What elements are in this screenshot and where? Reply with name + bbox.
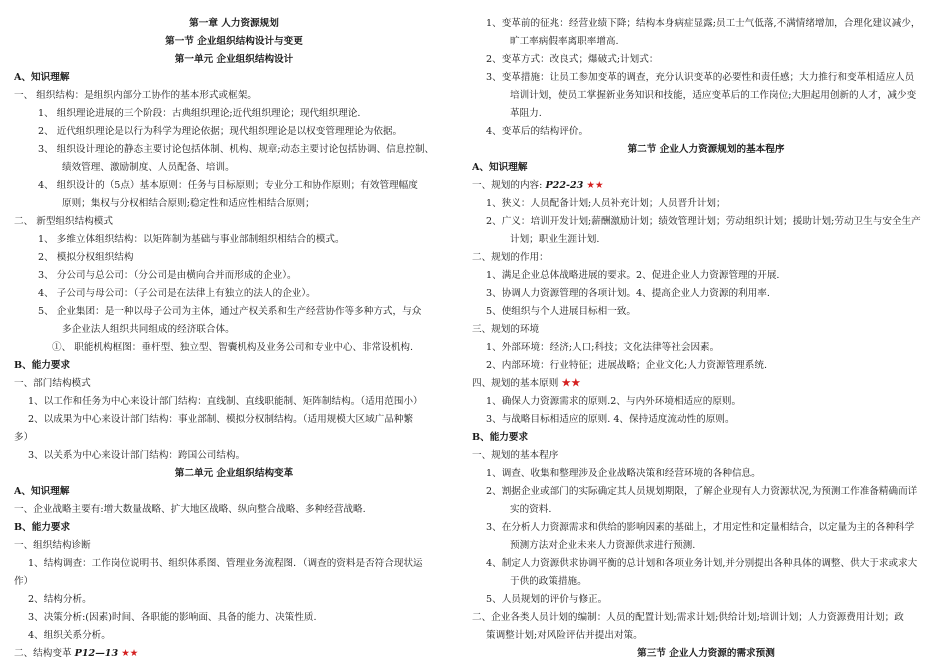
left_column-line	[14, 393, 454, 411]
importance-stars: ★★	[561, 378, 581, 389]
line-text: 一、规划的内容:	[472, 180, 543, 191]
line-text: 3、 组织设计理论的静态主要讨论包括体制、机构、规章;动态主要讨论包括协调、信息控制、	[38, 144, 435, 155]
left_column-line	[14, 33, 454, 51]
right_column-line	[472, 321, 940, 339]
left_column-line	[14, 177, 454, 195]
line-text: 1、以工作和任务为中心来设计部门结构：直线制、直线职能制、矩阵制结构。（适用范围小）	[28, 396, 423, 407]
left_column-line	[14, 159, 454, 177]
line-text: 培训计划，使员工掌握新业务知识和技能，适应变革后的工作岗位;大胆起用创新的人才，减少变	[510, 90, 917, 101]
right_column-line	[472, 393, 940, 411]
line-text: 作）	[14, 576, 34, 587]
left_column-line	[14, 123, 454, 141]
line-text: 2、结构分析。	[28, 594, 92, 605]
line-text: 二、企业各类人员计划的编制：人员的配置计划;需求计划;供给计划;培训计划；人力资源费用计划；政	[472, 612, 904, 623]
line-text: 旷工率病假率离职率增高.	[510, 36, 619, 47]
left-column	[14, 15, 454, 663]
line-text: 一、组织结构诊断	[14, 540, 91, 551]
line-text: 一、规划的基本程序	[472, 450, 559, 461]
line-text: 3、变革措施：让员工参加变革的调查，充分认识变革的必要性和责任感；大力推行和变革相适应人员	[486, 72, 915, 83]
line-text: 1、满足企业总体战略进展的要求。2、促进企业人力资源管理的开展.	[486, 270, 780, 281]
left_column-line	[14, 609, 454, 627]
left_column-line	[14, 141, 454, 159]
line-text: 3、决策分析:(因素)时间、各职能的影响面、具备的能力、决策性质.	[28, 612, 317, 623]
right_column-line	[472, 87, 940, 105]
left_column-line	[14, 15, 454, 33]
line-text: 实的资料.	[510, 504, 552, 515]
left_column-line	[14, 429, 454, 447]
line-text: B、能力要求	[14, 522, 71, 533]
line-text: 多）	[14, 432, 34, 443]
line-text: 5、使组织与个人进展目标相一致。	[486, 306, 637, 317]
line-text: 2、 近代组织理论是以行为科学为理论依据；现代组织理论是以权变管理理论为依据。	[38, 126, 403, 137]
right_column-line	[472, 303, 940, 321]
left_column-line	[14, 555, 454, 573]
line-text: A、知识理解	[14, 72, 70, 83]
line-text: 第三节 企业人力资源的需求预测	[637, 648, 775, 659]
right_column-line	[472, 591, 940, 609]
line-text: 革阻力.	[510, 108, 542, 119]
line-text: 3、以关系为中心来设计部门结构：跨国公司结构。	[28, 450, 246, 461]
left_column-line	[14, 339, 454, 357]
right_column-line	[472, 411, 940, 429]
left_column-line	[14, 51, 454, 69]
right_column-line	[472, 429, 940, 447]
right_column-line	[472, 33, 940, 51]
right_column-line	[472, 627, 940, 645]
right_column-line	[472, 573, 940, 591]
line-text: B、能力要求	[14, 360, 71, 371]
line-text: B、能力要求	[472, 432, 529, 443]
line-text: 1、结构调查：工作岗位说明书、组织体系图、管理业务流程图．（调查的资料是否符合现状运	[28, 558, 423, 569]
right-column	[472, 15, 940, 663]
line-text: 第一单元 企业组织结构设计	[174, 54, 294, 65]
left_column-line	[14, 591, 454, 609]
page-reference: P22-23	[545, 180, 584, 191]
left_column-line	[14, 105, 454, 123]
line-text: 4、 组织设计的（5点）基本原则：任务与目标原则；专业分工和协作原则；有效管理幅度	[38, 180, 418, 191]
line-text: 二、规划的作用：	[472, 252, 549, 263]
line-text: 2、内部环境：行业特征；进展战略；企业文化;人力资源管理系统.	[486, 360, 768, 371]
right_column-line	[472, 357, 940, 375]
right_column-line	[472, 339, 940, 357]
line-text: 4、 子公司与母公司：（子公司是在法律上有独立的法人的企业）。	[38, 288, 316, 299]
left_column-line	[14, 267, 454, 285]
line-text: 第一节 企业组织结构设计与变更	[165, 36, 303, 47]
line-text: 第二单元 企业组织结构变革	[174, 468, 294, 479]
line-text: 3、 分公司与总公司：（分公司是由横向合并而形成的企业）。	[38, 270, 297, 281]
line-text: 第二节 企业人力资源规划的基本程序	[627, 144, 785, 155]
importance-stars: ★★	[586, 180, 604, 191]
right_column-line	[472, 519, 940, 537]
line-text: 1、外部环境：经济;人口;科技；文化法律等社会因素。	[486, 342, 720, 353]
line-text: 二、 新型组织结构模式	[14, 216, 113, 227]
line-text: 2、以成果为中心来设计部门结构：事业部制、模拟分权制结构。（适用规模大区域广品种繁	[28, 414, 414, 425]
left_column-line	[14, 249, 454, 267]
right_column-line	[472, 51, 940, 69]
left_column-line	[14, 321, 454, 339]
line-text: 1、调查、收集和整理涉及企业战略决策和经营环境的各种信息。	[486, 468, 761, 479]
line-text: 一、 组织结构：是组织内部分工协作的基本形式或框架。	[14, 90, 257, 101]
right_column-line	[472, 105, 940, 123]
left_column-line	[14, 627, 454, 645]
right_column-line	[472, 177, 940, 195]
right_column-line	[472, 213, 940, 231]
right_column-line	[472, 159, 940, 177]
line-text: 2、割据企业或部门的实际确定其人员规划期限，了解企业现有人力资源状况,为预测工作准备精确而详	[486, 486, 918, 497]
left_column-line	[14, 357, 454, 375]
left_column-line	[14, 303, 454, 321]
line-text: 二、结构变革	[14, 648, 72, 659]
line-text: 于供的政策措施。	[510, 576, 587, 587]
right_column-line	[472, 285, 940, 303]
right_column-line	[472, 123, 940, 141]
left_column-line	[14, 195, 454, 213]
line-text: 四、规划的基本原则	[472, 378, 559, 389]
line-text: A、知识理解	[14, 486, 70, 497]
left_column-line	[14, 285, 454, 303]
line-text: 2、变革方式：改良式；爆破式;计划式：	[486, 54, 659, 65]
left_column-line	[14, 375, 454, 393]
line-text: 2、广义：培训开发计划;薪酬激励计划；绩效管理计划；劳动组织计划；援助计划;劳动卫生与安全生产	[486, 216, 921, 227]
line-text: 预测方法对企业未来人力资源供求进行预测.	[510, 540, 696, 551]
right_column-line	[472, 501, 940, 519]
line-text: 多企业法人组织共同组成的经济联合体。	[62, 324, 235, 335]
right_column-line	[472, 195, 940, 213]
line-text: 一、企业战略主要有:增大数量战略、扩大地区战略、纵向整合战略、多种经营战略.	[14, 504, 366, 515]
line-text: 3、与战略目标相适应的原则. 4、保持适度流动性的原则。	[486, 414, 735, 425]
left_column-line	[14, 69, 454, 87]
right_column-line	[472, 447, 940, 465]
line-text: 一、部门结构模式	[14, 378, 91, 389]
right_column-line	[472, 555, 940, 573]
line-text: 绩效管理、激励制度、人员配备、培训。	[62, 162, 235, 173]
left_column-line	[14, 573, 454, 591]
line-text: 4、制定人力资源供求协调平衡的总计划和各项业务计划,并分别提出各种具体的调整、供大于求或求大	[486, 558, 918, 569]
page-reference: P12—13	[74, 648, 119, 659]
line-text: 2、 模拟分权组织结构	[38, 252, 134, 263]
line-text: 第一章 人力资源规划	[189, 18, 279, 29]
left_column-line	[14, 213, 454, 231]
line-text: 策调整计划;对风险评估并提出对策。	[486, 630, 643, 641]
left_column-line	[14, 465, 454, 483]
left_column-line	[14, 447, 454, 465]
line-text: A、知识理解	[472, 162, 528, 173]
line-text: 4、变革后的结构评价。	[486, 126, 589, 137]
line-text: 1、 组织理论进展的三个阶段：古典组织理论;近代组织理论；现代组织理论.	[38, 108, 361, 119]
left_column-line	[14, 645, 454, 663]
line-text: 3、协调人力资源管理的各项计划。4、提高企业人力资源的利用率.	[486, 288, 770, 299]
right_column-line	[472, 267, 940, 285]
line-text: 1、变革前的征兆：经营业绩下降；结构本身病症显露;员工士气低落,不满情绪增加，合理化建议减少，	[486, 18, 921, 29]
left_column-line	[14, 501, 454, 519]
left_column-line	[14, 483, 454, 501]
right_column-line	[472, 69, 940, 87]
right_column-line	[472, 483, 940, 501]
right_column-line	[472, 141, 940, 159]
line-text: 4、组织关系分析。	[28, 630, 111, 641]
right_column-line	[472, 465, 940, 483]
right_column-line	[472, 231, 940, 249]
line-text: 1、 多维立体组织结构：以矩阵制为基础与事业部制组织相结合的模式。	[38, 234, 345, 245]
right_column-line	[472, 645, 940, 663]
right_column-line	[472, 249, 940, 267]
left_column-line	[14, 411, 454, 429]
right_column-line	[472, 537, 940, 555]
line-text: 5、 企业集团：是一种以母子公司为主体，通过产权关系和生产经营协作等多种方式，与众	[38, 306, 422, 317]
left_column-line	[14, 519, 454, 537]
right_column-line	[472, 15, 940, 33]
left_column-line	[14, 231, 454, 249]
line-text: 三、规划的环境	[472, 324, 540, 335]
right_column-line	[472, 375, 940, 393]
line-text: 1、狭义：人员配备计划;人员补充计划；人员晋升计划；	[486, 198, 726, 209]
left_column-line	[14, 537, 454, 555]
importance-stars: ★★	[121, 648, 139, 659]
line-text: 1、确保人力资源需求的原则.2、与内外环境相适应的原则。	[486, 396, 742, 407]
right_column-line	[472, 609, 940, 627]
line-text: 原则；集权与分权相结合原则;稳定性和适应性相结合原则；	[62, 198, 315, 209]
left_column-line	[14, 87, 454, 105]
line-text: 3、在分析人力资源需求和供给的影响因素的基础上，才用定性和定量相结合，以定量为主的各种科学	[486, 522, 915, 533]
line-text: 计划；职业生涯计划.	[510, 234, 600, 245]
line-text: ①、 职能机构框图：垂杆型、独立型、智囊机构及业务公司和专业中心、非常设机构.	[52, 342, 414, 353]
line-text: 5、人员规划的评价与修正。	[486, 594, 608, 605]
